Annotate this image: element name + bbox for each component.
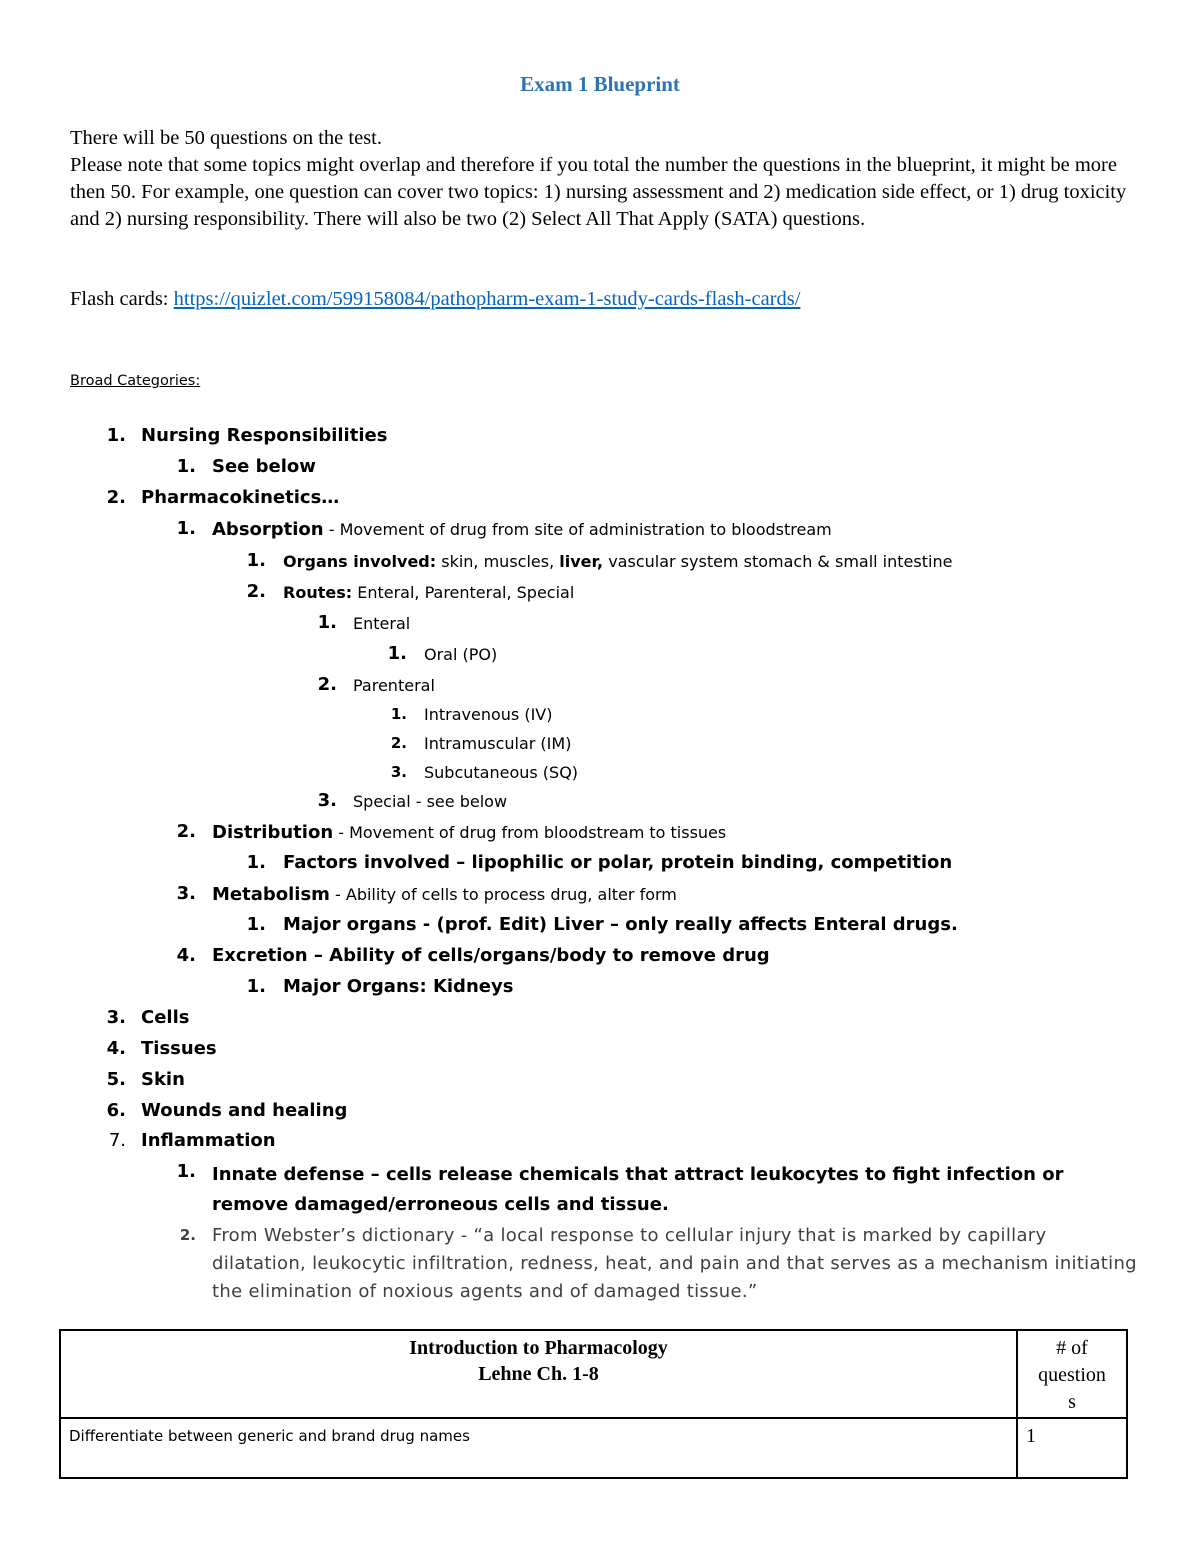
list-number: 1. [246, 852, 266, 873]
outline-item-special: Special - see below [353, 792, 508, 811]
broad-categories-heading: Broad Categories: [70, 373, 201, 389]
list-number: 2. [317, 674, 337, 695]
outline-item-routes [283, 583, 574, 602]
outline-item-absorption [212, 519, 832, 540]
list-number: 2. [246, 581, 266, 602]
list-number: 2. [106, 487, 126, 508]
outline-item-innate-defense: Innate defense – cells release chemicals that attract leukocytes to fight infection or remove damaged/erroneous cells and tissue. [212, 1164, 1064, 1215]
excretion-term: Excretion [212, 945, 308, 966]
outline-item-pharmacokinetics: Pharmacokinetics… [141, 487, 340, 508]
outline-item-tissues: Tissues [141, 1038, 217, 1059]
absorption-term: Absorption [212, 519, 324, 540]
q-header-b: question [1038, 1364, 1106, 1386]
absorption-desc: - Movement of drug from site of administration to bloodstream [323, 520, 832, 539]
table-header-line1: Introduction to Pharmacology [409, 1337, 668, 1359]
list-number: 1. [176, 518, 196, 539]
outline-item-iv: Intravenous (IV) [424, 705, 553, 724]
list-number: 1. [387, 643, 407, 664]
organs-liver: liver, [559, 552, 604, 571]
outline-item-excretion [212, 945, 770, 966]
outline-item-inflammation: Inflammation [141, 1130, 276, 1151]
metabolism-term: Metabolism [212, 884, 330, 905]
outline-item-cells: Cells [141, 1007, 190, 1028]
blueprint-table [59, 1329, 1128, 1479]
outline-item-organs-involved [283, 552, 952, 571]
list-number: 1. [176, 456, 196, 477]
list-number: 2. [179, 1226, 196, 1244]
outline-item-im: Intramuscular (IM) [424, 734, 572, 753]
list-number: 2. [390, 734, 407, 752]
list-number: 1. [106, 425, 126, 446]
flash-cards-label: Flash cards: [70, 288, 174, 310]
outline-item-parenteral: Parenteral [353, 676, 435, 695]
page-title: Exam 1 Blueprint [520, 72, 680, 96]
list-number: 6. [106, 1100, 126, 1121]
list-number: 1. [317, 612, 337, 633]
list-number: 3. [176, 883, 196, 904]
outline-item-wounds: Wounds and healing [141, 1100, 348, 1121]
outline-item-enteral: Enteral [353, 614, 411, 633]
outline-item-kidneys: Major Organs: Kidneys [283, 976, 514, 997]
table-header-count [1017, 1330, 1127, 1418]
outline-item-distribution [212, 822, 726, 843]
organs-desc-b: vascular system stomach & small intestine [603, 552, 953, 571]
outline-item-major-organs: Major organs - (prof. Edit) Liver – only really affects Enteral drugs. [283, 914, 958, 935]
outline-item-oral: Oral (PO) [424, 645, 498, 664]
routes-desc: Enteral, Parenteral, Special [352, 583, 575, 602]
list-number: 5. [106, 1069, 126, 1090]
intro-overlap-note: Please note that some topics might overlap and therefore if you total the number the questions in the blueprint, it might be more then 50. For example, one question can cover two topics: 1) nursing assessment and 2) medication side effect, or 1) drug toxicity and 2) nursing responsibility. There will also be two (2) Select All That Apply (SATA) questions. [70, 154, 1127, 230]
outline-item-skin: Skin [141, 1069, 185, 1090]
table-header-row [60, 1330, 1127, 1418]
routes-term: Routes: [283, 583, 353, 602]
list-number: 1. [246, 976, 266, 997]
list-number: 7. [108, 1130, 126, 1151]
list-number: 1. [246, 914, 266, 935]
outline-item-sq: Subcutaneous (SQ) [424, 763, 579, 782]
metabolism-desc: - Ability of cells to process drug, alter form [329, 885, 677, 904]
list-number: 1. [246, 550, 266, 571]
organs-term: Organs involved: [283, 552, 437, 571]
outline-item-metabolism [212, 884, 677, 905]
list-number: 2. [176, 821, 196, 842]
list-number: 3. [317, 790, 337, 811]
flash-cards-line [70, 288, 800, 311]
organs-desc-a: skin, muscles, [436, 552, 560, 571]
excretion-desc: – Ability of cells/organs/body to remove drug [307, 945, 770, 966]
table-row [60, 1418, 1127, 1478]
outline-item-see-below: See below [212, 456, 316, 477]
distribution-term: Distribution [212, 822, 334, 843]
intro-question-count: There will be 50 questions on the test. [70, 127, 382, 149]
table-header-topic [60, 1330, 1017, 1418]
outline-item-nursing: Nursing Responsibilities [141, 425, 388, 446]
flash-cards-link[interactable]: https://quizlet.com/599158084/pathopharm-exam-1-study-cards-flash-cards/ [173, 288, 801, 310]
list-number: 3. [106, 1007, 126, 1028]
outline-item-factors: Factors involved – lipophilic or polar, protein binding, competition [283, 852, 953, 873]
intro-text [70, 125, 1135, 233]
outline-item-webster-definition: From Webster’s dictionary - “a local response to cellular injury that is marked by capillary dilatation, leukocytic infiltration, redness, heat, and pain and that serves as a mechanism initiating the elimination of noxious agents and of damaged tissue.” [212, 1225, 1137, 1302]
list-number: 4. [106, 1038, 126, 1059]
list-number: 3. [390, 763, 407, 781]
list-number: 4. [176, 945, 196, 966]
list-number: 1. [176, 1161, 196, 1182]
table-header-line2: Lehne Ch. 1-8 [478, 1363, 599, 1385]
q-header-a: # of [1056, 1337, 1088, 1359]
table-cell-topic: Differentiate between generic and brand drug names [60, 1418, 1017, 1478]
distribution-desc: - Movement of drug from bloodstream to tissues [333, 823, 727, 842]
q-header-c: s [1068, 1391, 1076, 1413]
list-number: 1. [390, 705, 407, 723]
table-cell-count: 1 [1017, 1418, 1127, 1478]
